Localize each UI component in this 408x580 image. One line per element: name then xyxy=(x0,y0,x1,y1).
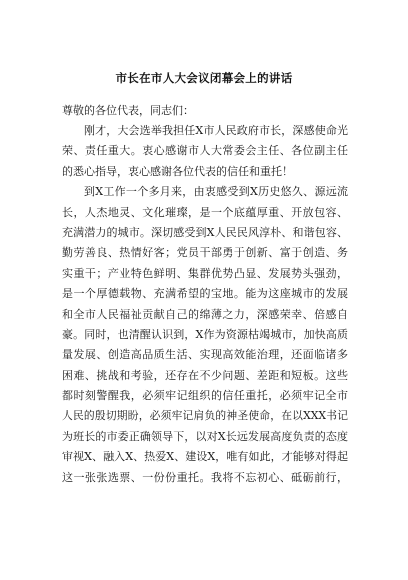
document-title: 市长在市人大会议闭幕会上的讲话 xyxy=(115,71,293,85)
body-line: 为班长的市委正确领导下，以对X长远发展高度负责的态度 xyxy=(62,429,348,443)
body-line: 审视X、融入X、热爱X、建设X，唯有如此，才能够对得起 xyxy=(62,450,348,464)
body-line: 人民的殷切期盼，必须牢记肩负的神圣使命，在以XXX书记 xyxy=(62,409,348,423)
body-line: 勤劳善良、热情好客；党员干部勇于创新、富于创造、务 xyxy=(62,246,348,260)
body-line: 实重干；产业特色鲜明、集群优势凸显、发展势头强劲， xyxy=(62,266,348,280)
body-line: 长，人杰地灵、文化璀璨，是一个底蕴厚重、开放包容、 xyxy=(62,205,348,219)
body-line: 刚才，大会选举我担任X市人民政府市长，深感使命光 xyxy=(84,124,348,137)
body-line: 充满潜力的城市。深切感受到X人民民风淳朴、和谐包容、 xyxy=(62,225,348,239)
body-line: 是一个厚德载物、充满希望的宝地。能为这座城市的发展 xyxy=(62,287,348,301)
body-line: 和全市人民福祉贡献自己的绵薄之力，深感荣幸、倍感自 xyxy=(62,307,348,321)
body-line: 量发展、创造高品质生活、实现高效能治理，还面临诸多 xyxy=(62,348,348,362)
body-line: 这一张张选票、一份份重托。我将不忘初心、砥砺前行， xyxy=(62,470,348,484)
body-line: 荣、责任重大。衷心感谢市人大常委会主任、各位副主任 xyxy=(62,144,348,158)
body-line: 到X工作一个多月来，由衷感受到X历史悠久、源远流 xyxy=(84,185,348,199)
document-body xyxy=(62,121,348,488)
body-line: 豪。同时，也清醒认识到，X作为资源枯竭城市，加快高质 xyxy=(62,327,348,341)
body-line: 困难、挑战和考验，还存在不少问题、差距和短板。这些 xyxy=(62,368,348,382)
greeting-line: 尊敬的各位代表，同志们： xyxy=(62,104,194,117)
body-line: 的悉心指导，衷心感谢各位代表的信任和重托！ xyxy=(62,164,293,178)
body-line: 都时刻警醒我，必须牢记组织的信任重托，必须牢记全市 xyxy=(62,389,348,403)
